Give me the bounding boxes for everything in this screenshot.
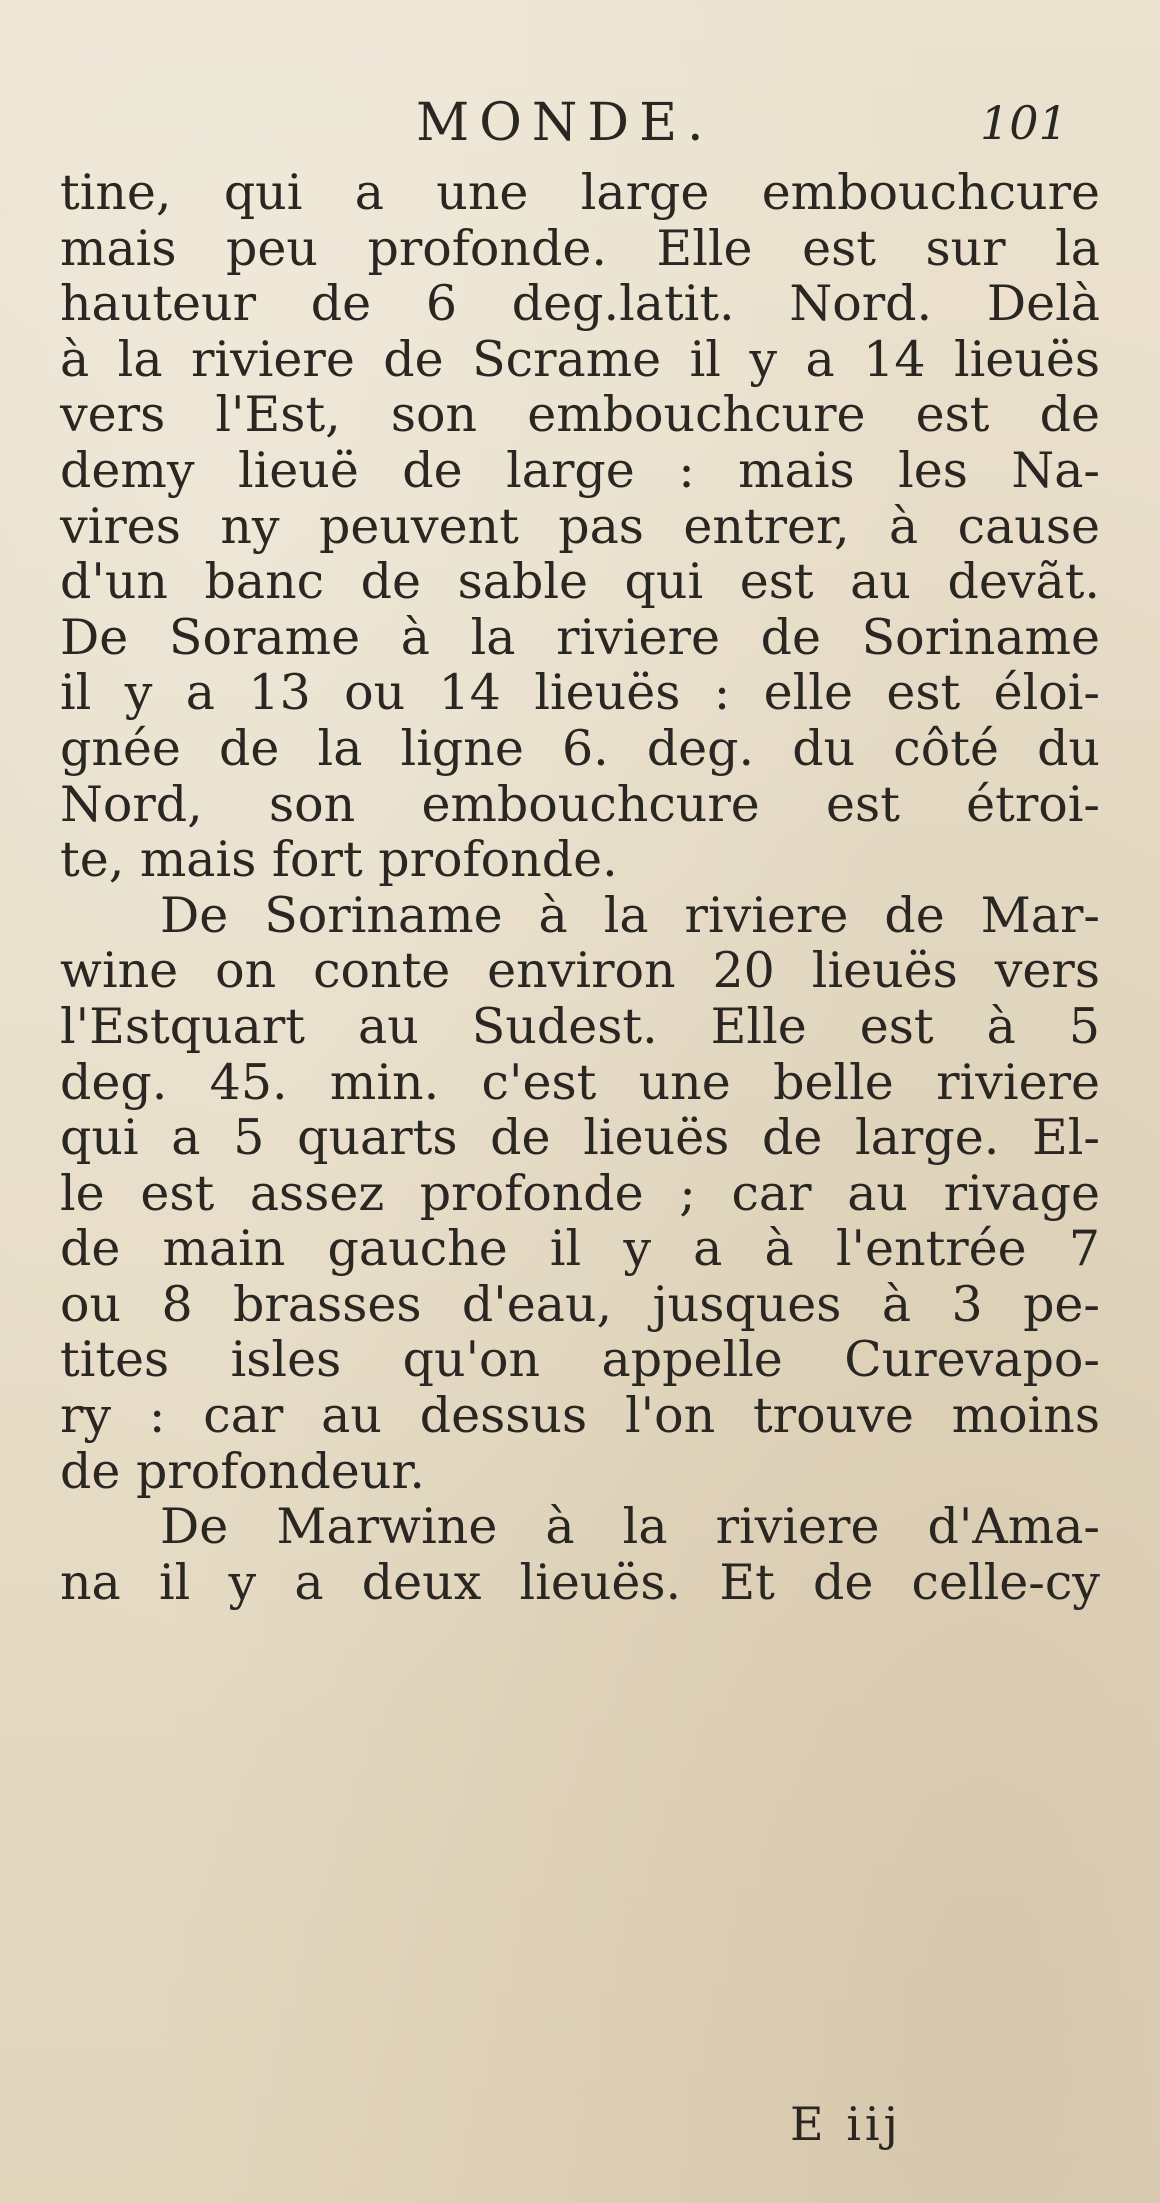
text-line: tine, qui a une large embouchcure <box>60 164 1100 221</box>
body-text <box>60 165 1100 1610</box>
text-line: De Sorame à la riviere de Soriname <box>60 608 1100 666</box>
running-head <box>0 92 1160 162</box>
page-number: 101 <box>980 96 1068 150</box>
text-line: gnée de la ligne 6. deg. du côté du <box>60 719 1100 777</box>
paragraph-start-line: De Soriname à la riviere de Mar- <box>160 886 1100 944</box>
running-head-title: MONDE. <box>416 93 714 153</box>
text-line: de main gauche il y a à l'entrée 7 <box>60 1220 1100 1278</box>
text-line: il y a 13 ou 14 lieuës : elle est éloi- <box>60 664 1100 722</box>
text-line: vires ny peuvent pas entrer, à cause <box>60 497 1100 555</box>
text-line: te, mais fort profonde. <box>60 831 618 889</box>
text-line: Nord, son embouchcure est étroi- <box>60 775 1100 833</box>
text-line: vers l'Est, son embouchcure est de <box>60 386 1100 444</box>
text-line: wine on conte environ 20 lieuës vers <box>60 942 1100 1000</box>
text-line: l'Estquart au Sudest. Elle est à 5 <box>60 997 1100 1055</box>
signature-mark: E iij <box>790 2097 902 2151</box>
text-line: qui a 5 quarts de lieuës de large. El- <box>60 1109 1100 1167</box>
text-line: ou 8 brasses d'eau, jusques à 3 pe- <box>60 1275 1100 1333</box>
text-line: deg. 45. min. c'est une belle riviere <box>60 1053 1100 1111</box>
text-line: à la riviere de Scrame il y a 14 lieuës <box>60 330 1100 388</box>
text-line: d'un banc de sable qui est au devãt. <box>60 553 1100 611</box>
text-line: demy lieuë de large : mais les Na- <box>60 441 1100 499</box>
text-line: de profondeur. <box>60 1442 425 1500</box>
text-line: ry : car au dessus l'on trouve moins <box>60 1387 1100 1445</box>
text-line: le est assez profonde ; car au rivage <box>60 1164 1100 1222</box>
text-line: tites isles qu'on appelle Curevapo- <box>60 1331 1100 1389</box>
text-line: na il y a deux lieuës. Et de celle-cy <box>60 1553 1100 1611</box>
paragraph-start-line: De Marwine à la riviere d'Ama- <box>160 1498 1100 1556</box>
text-line: mais peu profonde. Elle est sur la <box>60 219 1100 277</box>
text-line: hauteur de 6 deg.latit. Nord. Delà <box>60 275 1100 333</box>
